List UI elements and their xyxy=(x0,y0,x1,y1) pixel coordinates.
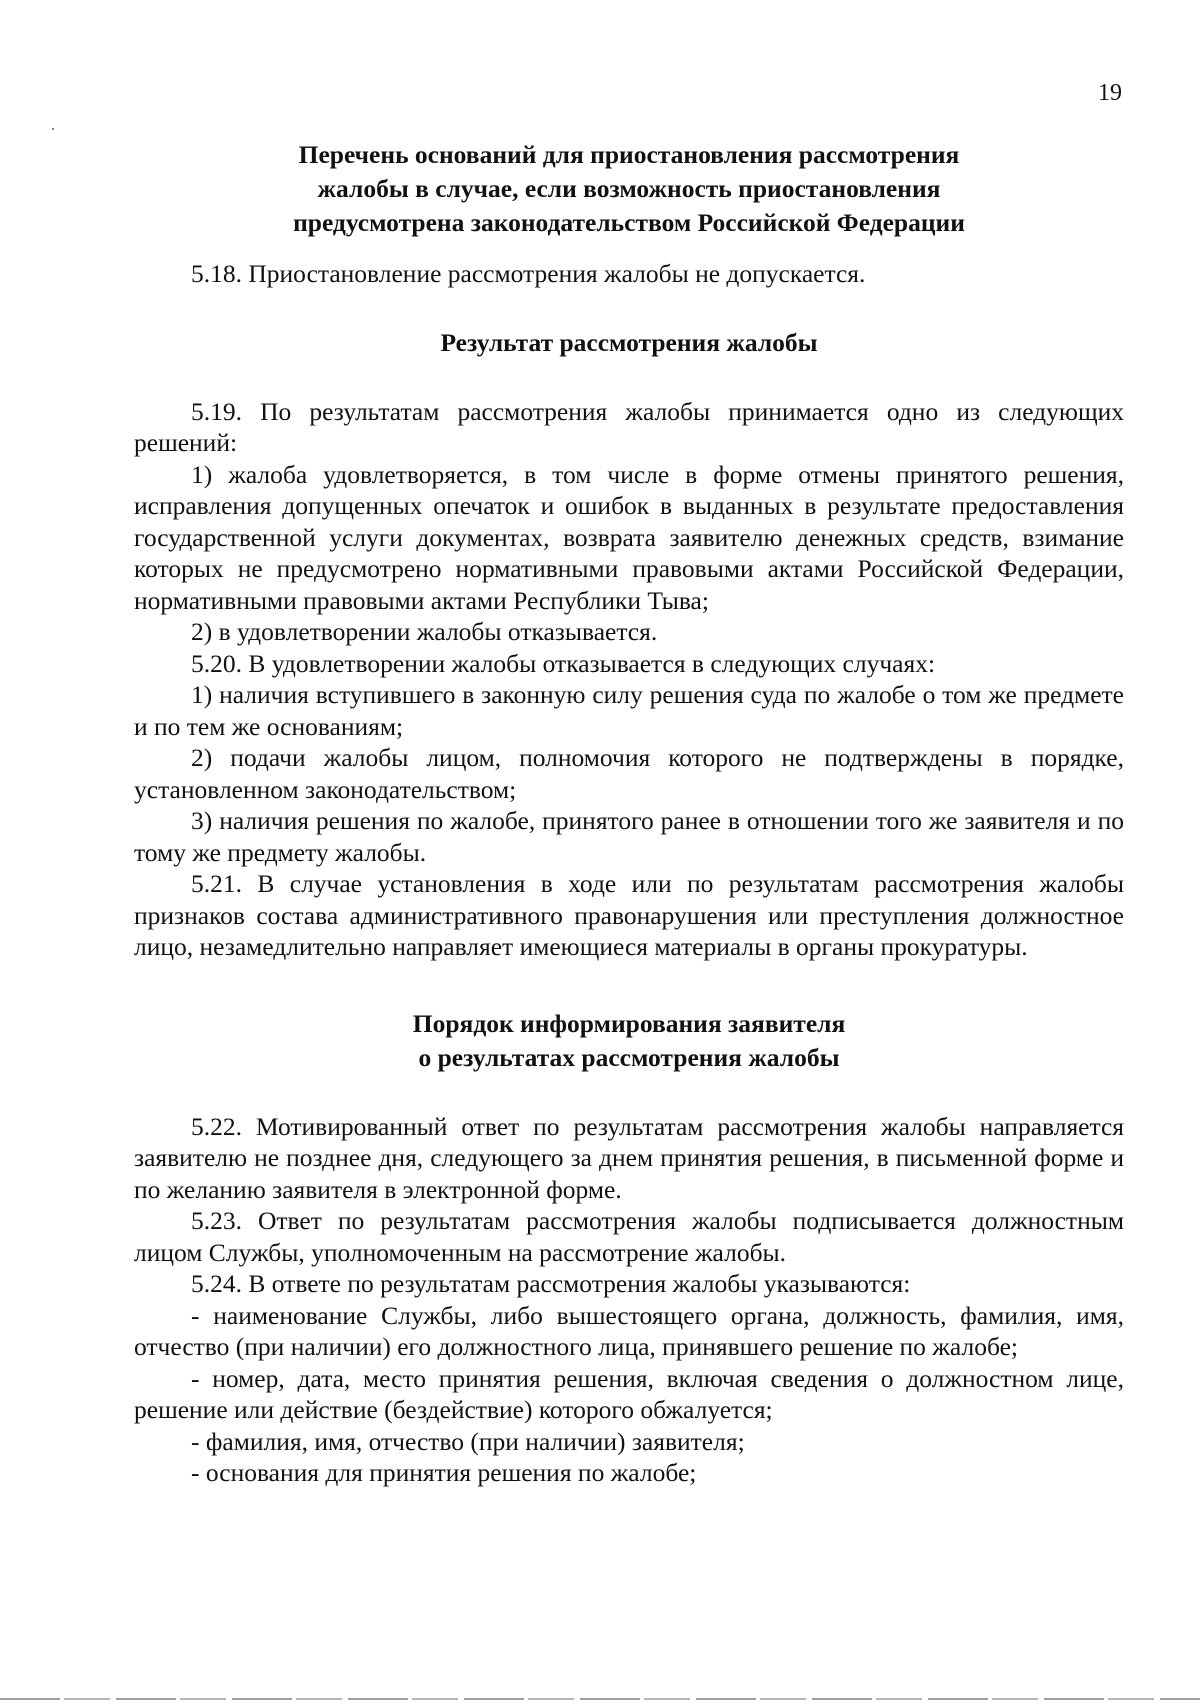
list-item: - наименование Службы, либо вышестоящего органа, должность, фамилия, имя, отчество (при наличии) его должностного лица, принявшего решение по жалобе; xyxy=(134,1300,1124,1361)
paragraph-5-24: 5.24. В ответе по результатам рассмотрения жалобы указываются: xyxy=(191,1269,911,1298)
paragraph-5-19-item-2: 2) в удовлетворении жалобы отказывается. xyxy=(191,617,658,646)
paragraph-5-19: 5.19. По результатам рассмотрения жалобы принимается одно из следующих решений: xyxy=(134,396,1124,457)
section-heading-result xyxy=(134,326,1124,360)
paragraph-5-18: 5.18. Приостановление рассмотрения жалобы не допускается. xyxy=(191,259,866,288)
scan-bottom-edge xyxy=(0,1698,1200,1700)
heading-line: Результат рассмотрения жалобы xyxy=(440,327,818,357)
paragraph-5-20-item-2: 2) подачи жалобы лицом, полномочия которого не подтверждены в порядке, установленном законодательством; xyxy=(134,743,1124,804)
section-heading-suspension xyxy=(134,138,1124,240)
paragraph-5-23: 5.23. Ответ по результатам рассмотрения жалобы подписывается должностным лицом Службы, уполномоченным на рассмотрение жалобы. xyxy=(134,1206,1124,1267)
list-item: - основания для принятия решения по жалобе; xyxy=(191,1458,697,1487)
paragraph-5-20: 5.20. В удовлетворении жалобы отказывается в следующих случаях: xyxy=(191,648,936,678)
paragraph-5-19-item-1: 1) жалоба удовлетворяется, в том числе в форме отмены принятого решения, исправления допущенных опечаток и ошибок в выданных в результате предоставления государственной услуги документах, возврата заявителю денежных средств, взимание которых не предусмотрено нормативными правовыми актами Российской Федерации, нормативными правовыми актами Республики Тыва; xyxy=(134,459,1124,615)
paragraph-5-20-item-1: 1) наличия вступившего в законную силу решения суда по жалобе о том же предмете и по тем же основаниям; xyxy=(134,680,1124,741)
page-number: 19 xyxy=(1098,80,1122,106)
heading-line: предусмотрена законодательством Российской Федерации xyxy=(293,208,965,237)
paragraph-5-21: 5.21. В случае установления в ходе или по результатам рассмотрения жалобы признаков состава административного правонарушения или преступления должностное лицо, незамедлительно направляет имеющиеся материалы в органы прокуратуры. xyxy=(134,869,1124,961)
heading-line: Перечень оснований для приостановления рассмотрения xyxy=(298,140,960,169)
heading-line: жалобы в случае, если возможность приостановления xyxy=(317,174,941,203)
list-item: - номер, дата, место принятия решения, включая сведения о должностном лице, решение или действие (бездействие) которого обжалуется; xyxy=(134,1363,1124,1424)
section-heading-informing xyxy=(134,1007,1124,1075)
list-item: - фамилия, имя, отчество (при наличии) заявителя; xyxy=(191,1426,745,1456)
paragraph-5-20-item-3: 3) наличия решения по жалобе, принятого ранее в отношении того же заявителя и по тому же предмету жалобы. xyxy=(134,806,1124,867)
scan-speck xyxy=(52,128,54,130)
document-body xyxy=(134,138,1124,1489)
heading-line: о результатах рассмотрения жалобы xyxy=(418,1042,840,1072)
paragraph-5-22: 5.22. Мотивированный ответ по результатам рассмотрения жалобы направляется заявителю не позднее дня, следующего за днем принятия решения, в письменной форме и по желанию заявителя в электронной форме. xyxy=(134,1111,1124,1204)
heading-line: Порядок информирования заявителя xyxy=(412,1008,846,1038)
